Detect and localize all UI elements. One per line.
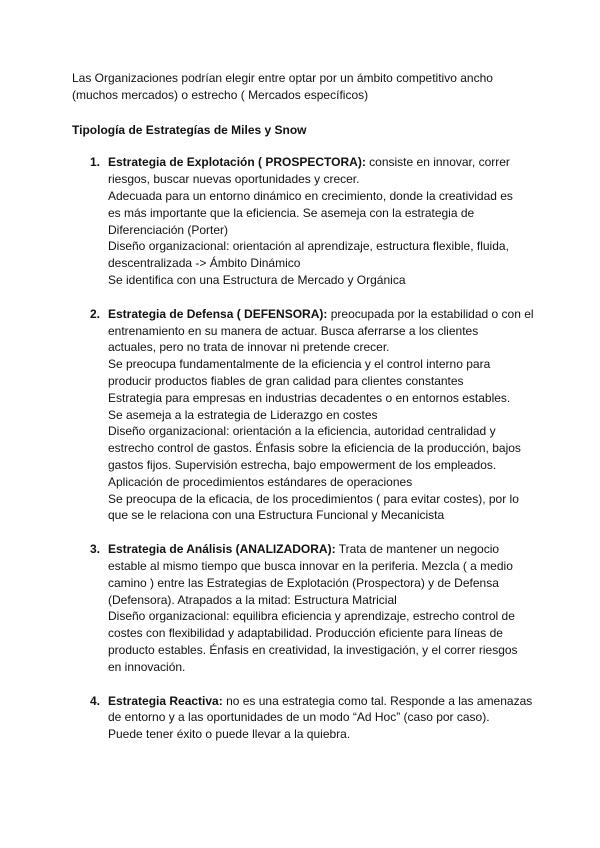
text-line: entrenamiento en su manera de actuar. Busca aferrarse a los clientes (108, 323, 479, 338)
strategy-item (72, 693, 534, 743)
document-page (72, 70, 534, 760)
list-number: 1. (90, 155, 101, 170)
text-line: Se asemeja a la estrategia de Liderazgo en costes (108, 407, 378, 422)
intro-paragraph (72, 70, 534, 104)
first-line-text: Trata de mantener un negocio (335, 542, 500, 557)
first-line (108, 541, 534, 558)
text-line: es más importante que la eficiencia. Se asemeja con la estrategia de (108, 205, 475, 220)
text-line: Puede tener éxito o puede llevar a la quiebra. (108, 727, 351, 742)
text-line: riesgos, buscar nuevas oportunidades y crecer. (108, 172, 360, 187)
first-line (108, 154, 534, 171)
strategy-title: Estrategia Reactiva: (108, 693, 223, 708)
strategy-title: Estrategia de Análisis (ANALIZADORA): (108, 542, 336, 557)
text-line: estable al mismo tiempo que busca innovar en la periferia. Mezcla ( a medio (108, 558, 513, 573)
first-line (108, 693, 534, 710)
text-line: Estrategia para empresas en industrias decadentes o en entornos estables. (108, 390, 511, 405)
text-line: Diferenciación (Porter) (108, 222, 229, 237)
text-line: Se preocupa fundamentalmente de la eficiencia y el control interno para (108, 357, 491, 372)
text-line: en innovación. (108, 659, 186, 674)
intro-line: Las Organizaciones podrían elegir entre optar por un ámbito competitivo ancho (72, 71, 493, 85)
first-line-text: preocupada por la estabilidad o con el (327, 306, 534, 321)
text-line: estrecho control de gastos. Énfasis sobre la eficiencia de la producción, bajos (108, 441, 521, 456)
list-number: 3. (90, 542, 101, 557)
text-line: Se identifica con una Estructura de Mercado y Orgánica (108, 272, 406, 287)
section-heading: Tipología de Estrategías de Miles y Snow (72, 122, 307, 137)
strategy-item (72, 541, 534, 675)
text-line: Diseño organizacional: orientación al aprendizaje, estructura flexible, fluida, (108, 239, 509, 254)
text-line: que se le relaciona con una Estructura Funcional y Mecanicista (108, 508, 445, 523)
strategy-item (72, 154, 534, 288)
text-line: de entorno y a las oportunidades de un modo “Ad Hoc” (caso por caso). (108, 710, 490, 725)
text-line: descentralizada -> Ámbito Dinámico (108, 256, 301, 271)
text-line: actuales, pero no trata de innovar ni pretende crecer. (108, 340, 390, 355)
list-number: 4. (90, 693, 101, 708)
first-line-text: consiste en innovar, correr (365, 155, 510, 170)
text-line: (Defensora). Atrapados a la mitad: Estructura Matricial (108, 592, 397, 607)
first-line-text: no es una estrategia como tal. Responde a las amenazas (222, 693, 533, 708)
text-line: producir productos fiables de gran calidad para clientes constantes (108, 373, 464, 388)
first-line (108, 306, 534, 323)
text-line: Diseño organizacional: orientación a la eficiencia, autoridad centralidad y (108, 424, 496, 439)
strategy-title: Estrategia de Explotación ( PROSPECTORA): (108, 155, 366, 170)
text-line: Aplicación de procedimientos estándares de operaciones (108, 474, 413, 489)
text-line: Se preocupa de la eficacia, de los procedimientos ( para evitar costes), por lo (108, 491, 519, 506)
text-line: camino ) entre las Estrategias de Explotación (Prospectora) y de Defensa (108, 575, 499, 590)
strategy-title: Estrategia de Defensa ( DEFENSORA): (108, 306, 328, 321)
text-line: Adecuada para un entorno dinámico en crecimiento, donde la creatividad es (108, 188, 513, 203)
text-line: gastos fijos. Supervisión estrecha, bajo empowerment de los empleados. (108, 457, 497, 472)
text-line: producto estables. Énfasis en creatividad, la investigación, y el correr riesgos (108, 642, 518, 657)
strategy-item (72, 306, 534, 524)
list-number: 2. (90, 306, 101, 321)
text-line: costes con flexibilidad y adaptabilidad. Producción eficiente para líneas de (108, 626, 503, 641)
strategy-list (72, 154, 534, 743)
intro-line: (muchos mercados) o estrecho ( Mercados específicos) (72, 87, 369, 102)
text-line: Diseño organizacional: equilibra eficiencia y aprendizaje, estrecho control de (108, 609, 515, 624)
